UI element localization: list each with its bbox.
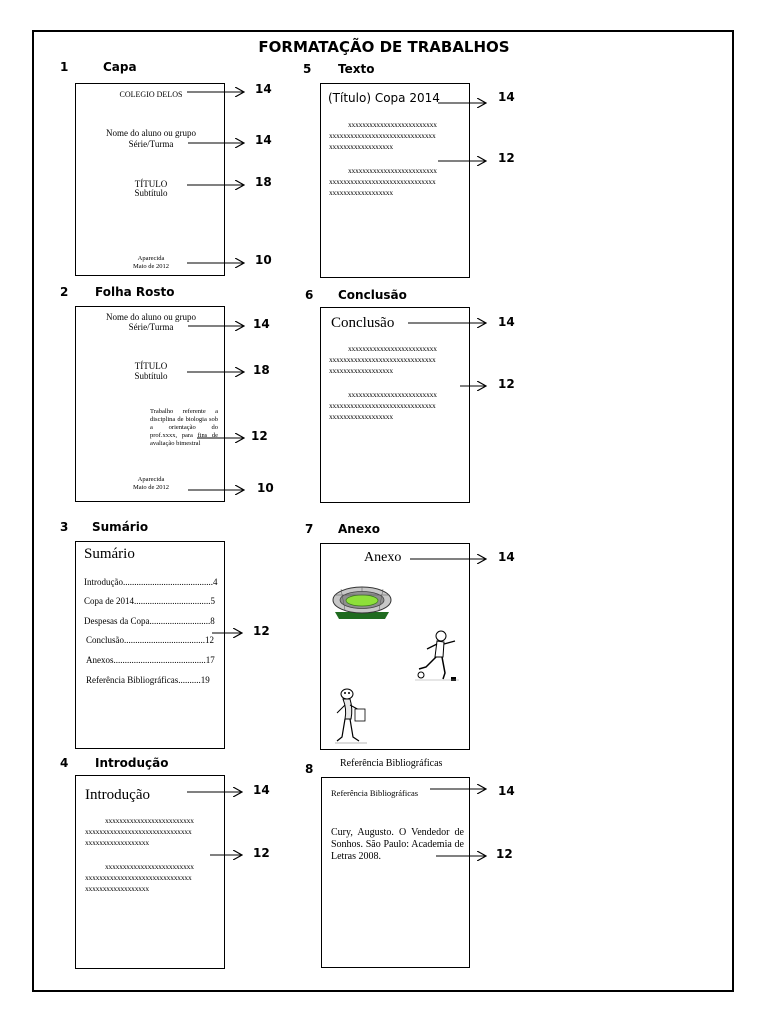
conclusao-heading: Conclusão (331, 315, 395, 331)
font-size-label: 14 (255, 133, 272, 147)
section-label-referencia: Referência Bibliográficas (340, 758, 443, 769)
section-number-5: 5 (303, 62, 312, 76)
folha-rosto-page (75, 306, 225, 502)
sumario-page (75, 541, 225, 749)
font-size-label: 12 (253, 624, 270, 638)
section-label-conclusao: Conclusão (338, 288, 407, 302)
referencia-page (321, 777, 470, 968)
conclusao-p1-line1: xxxxxxxxxxxxxxxxxxxxxxxxx (348, 344, 437, 353)
section-number-4: 4 (60, 756, 69, 770)
font-size-label: 12 (498, 377, 515, 391)
font-size-label: 14 (498, 315, 515, 329)
section-number-2: 2 (60, 285, 69, 299)
texto-p1-line1: xxxxxxxxxxxxxxxxxxxxxxxxx (348, 120, 437, 129)
rosto-note: Trabalho referente a disciplina de biologia sob a orientação do prof.xxxx, para fins de avaliação bimestral (150, 408, 218, 447)
conclusao-p2-line1: xxxxxxxxxxxxxxxxxxxxxxxxx (348, 390, 437, 399)
capa-subtitle: Subtítulo (134, 188, 168, 198)
conclusao-page (320, 307, 470, 503)
section-label-anexo: Anexo (338, 522, 380, 536)
section-label-sumario: Sumário (92, 520, 149, 534)
soccer-player-illustration (413, 629, 461, 683)
font-size-label: 14 (255, 82, 272, 96)
conclusao-p2-line2: xxxxxxxxxxxxxxxxxxxxxxxxxxxxxx (329, 401, 436, 410)
capa-doc-title: TÍTULO (134, 179, 168, 189)
section-label-introducao: Introdução (95, 756, 169, 770)
toc-entry: Anexos.........................................17 (86, 655, 215, 665)
conclusao-p2-line3: xxxxxxxxxxxxxxxxxx (329, 412, 393, 421)
font-size-label: 10 (257, 481, 274, 495)
font-size-label: 18 (255, 175, 272, 189)
section-number-3: 3 (60, 520, 69, 534)
section-label-texto: Texto (338, 62, 375, 76)
referencia-citation: Cury, Augusto. O Vendedor de Sonhos. São Paulo: Academia de Letras 2008. (331, 827, 464, 862)
section-number-7: 7 (305, 522, 314, 536)
stadium-illustration (331, 582, 393, 620)
texto-page (320, 83, 470, 278)
toc-entry: Despesas da Copa...........................8 (84, 616, 215, 626)
intro-p2-line2: xxxxxxxxxxxxxxxxxxxxxxxxxxxxxx (85, 873, 192, 882)
rosto-city: Aparecida (137, 476, 165, 483)
font-size-label: 12 (251, 429, 268, 443)
intro-p1-line3: xxxxxxxxxxxxxxxxxx (85, 838, 149, 847)
font-size-label: 14 (498, 90, 515, 104)
section-number-1: 1 (60, 60, 69, 74)
intro-p1-line2: xxxxxxxxxxxxxxxxxxxxxxxxxxxxxx (85, 827, 192, 836)
toc-entry: Conclusão....................................12 (86, 635, 214, 645)
cartoon-character-illustration (333, 687, 369, 745)
anexo-page (320, 543, 470, 750)
toc-entry: Referência Bibliográficas..........19 (86, 675, 210, 685)
font-size-label: 14 (253, 783, 270, 797)
section-label-capa: Capa (103, 60, 137, 74)
font-size-label: 14 (253, 317, 270, 331)
font-size-label: 18 (253, 363, 270, 377)
rosto-class: Série/Turma (128, 322, 174, 332)
texto-heading: (Título) Copa 2014 (328, 91, 440, 105)
font-size-label: 14 (498, 550, 515, 564)
capa-student: Nome do aluno ou grupo (106, 128, 196, 138)
section-label-folha-rosto: Folha Rosto (95, 285, 175, 299)
texto-p1-line2: xxxxxxxxxxxxxxxxxxxxxxxxxxxxxx (329, 131, 436, 140)
capa-date: Maio de 2012 (132, 263, 170, 270)
font-size-label: 10 (255, 253, 272, 267)
sumario-heading: Sumário (84, 546, 135, 562)
toc-entry: Copa de 2014..................................5 (84, 596, 215, 606)
texto-p2-line2: xxxxxxxxxxxxxxxxxxxxxxxxxxxxxx (329, 177, 436, 186)
font-size-label: 12 (498, 151, 515, 165)
intro-p2-line1: xxxxxxxxxxxxxxxxxxxxxxxxx (105, 862, 194, 871)
font-size-label: 12 (253, 846, 270, 860)
referencia-heading: Referência Bibliográficas (331, 788, 419, 798)
page-title: FORMATAÇÃO DE TRABALHOS (258, 38, 510, 56)
toc-entry: Introdução........................................4 (84, 577, 218, 587)
capa-class: Série/Turma (128, 139, 174, 149)
intro-heading: Introdução (85, 787, 150, 803)
conclusao-p1-line3: xxxxxxxxxxxxxxxxxx (329, 366, 393, 375)
rosto-student: Nome do aluno ou grupo (106, 312, 196, 322)
rosto-doc-title: TÍTULO (134, 361, 168, 371)
intro-p1-line1: xxxxxxxxxxxxxxxxxxxxxxxxx (105, 816, 194, 825)
capa-city: Aparecida (137, 255, 165, 262)
font-size-label: 14 (498, 784, 515, 798)
font-size-label: 12 (496, 847, 513, 861)
introducao-page (75, 775, 225, 969)
texto-p2-line3: xxxxxxxxxxxxxxxxxx (329, 188, 393, 197)
section-number-8: 8 (305, 762, 314, 776)
conclusao-p1-line2: xxxxxxxxxxxxxxxxxxxxxxxxxxxxxx (329, 355, 436, 364)
capa-page (75, 83, 225, 276)
anexo-heading: Anexo (364, 550, 402, 565)
texto-p2-line1: xxxxxxxxxxxxxxxxxxxxxxxxx (348, 166, 437, 175)
capa-school: COLEGIO DELOS (119, 90, 183, 99)
intro-p2-line3: xxxxxxxxxxxxxxxxxx (85, 884, 149, 893)
rosto-subtitle: Subtítulo (134, 371, 168, 381)
rosto-date: Maio de 2012 (132, 484, 170, 491)
texto-p1-line3: xxxxxxxxxxxxxxxxxx (329, 142, 393, 151)
section-number-6: 6 (305, 288, 314, 302)
